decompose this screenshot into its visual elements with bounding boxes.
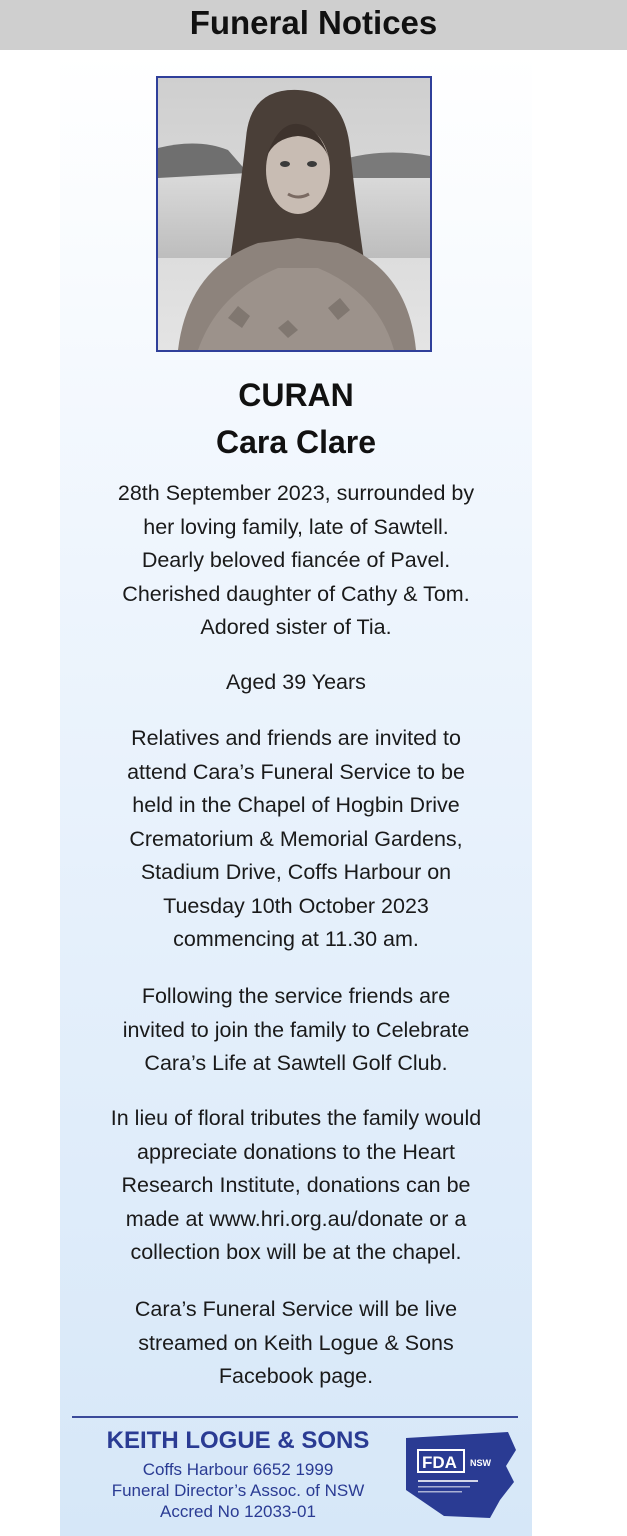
logo-subtext: NSW: [470, 1458, 491, 1468]
notice-line: Relatives and friends are invited to: [131, 726, 461, 750]
section-header: [0, 0, 627, 50]
funeral-director-accreditation: Accred No 12033-01: [160, 1502, 316, 1521]
notice-line: Facebook page.: [218, 1364, 374, 1388]
notice-line: made at www.hri.org.au/donate or a: [125, 1206, 467, 1231]
notice-line: collection box will be at the chapel.: [130, 1240, 462, 1264]
notice-line: Research Institute, donations can be: [121, 1173, 471, 1197]
funeral-director-name: KEITH LOGUE & SONS: [106, 1427, 370, 1454]
notice-line: her loving family, late of Sawtell.: [143, 514, 449, 539]
funeral-notice: [60, 52, 532, 1536]
notice-line: streamed on Keith Logue & Sons: [138, 1330, 454, 1355]
deceased-surname: CURAN: [238, 377, 354, 413]
notice-line: Adored sister of Tia.: [200, 615, 392, 639]
fda-nsw-logo-icon: [404, 1430, 520, 1522]
notice-line: invited to join the family to Celebrate: [122, 1017, 470, 1042]
notice-line: Crematorium & Memorial Gardens,: [129, 826, 463, 851]
logo-text: FDA: [422, 1453, 457, 1472]
notice-line: appreciate donations to the Heart: [137, 1139, 455, 1164]
notice-paragraph: [60, 980, 532, 1081]
notice-line: held in the Chapel of Hogbin Drive: [132, 793, 460, 817]
notice-age: [60, 666, 532, 700]
notice-line: Cherished daughter of Cathy & Tom.: [122, 581, 470, 606]
notice-line: 28th September 2023, surrounded by: [117, 481, 475, 505]
notice-line: Tuesday 10th October 2023: [163, 893, 429, 918]
notice-line: Dearly beloved fiancée of Pavel.: [141, 548, 451, 572]
notice-line: commencing at 11.30 am.: [173, 927, 419, 951]
notice-paragraph: [15, 1102, 577, 1270]
notice-paragraph: [60, 722, 532, 957]
notice-line: Aged 39 Years: [226, 670, 366, 694]
funeral-director-association: Funeral Director’s Assoc. of NSW: [111, 1481, 365, 1500]
deceased-given-names: Cara Clare: [215, 424, 377, 460]
portrait-photo: [156, 76, 432, 352]
notice-line: Stadium Drive, Coffs Harbour on: [140, 860, 452, 884]
notice-line: attend Cara’s Funeral Service to be: [127, 759, 465, 784]
notice-line: In lieu of floral tributes the family would: [110, 1106, 482, 1130]
notice-line: Cara’s Life at Sawtell Golf Club.: [144, 1051, 448, 1075]
funeral-director-phone: Coffs Harbour 6652 1999: [142, 1460, 334, 1479]
notice-line: Cara’s Funeral Service will be live: [134, 1297, 458, 1321]
notice-paragraph: [60, 1293, 532, 1394]
section-title: Funeral Notices: [189, 4, 438, 41]
divider: [72, 1416, 518, 1418]
notice-paragraph: [60, 477, 532, 645]
notice-line: Following the service friends are: [141, 984, 451, 1008]
